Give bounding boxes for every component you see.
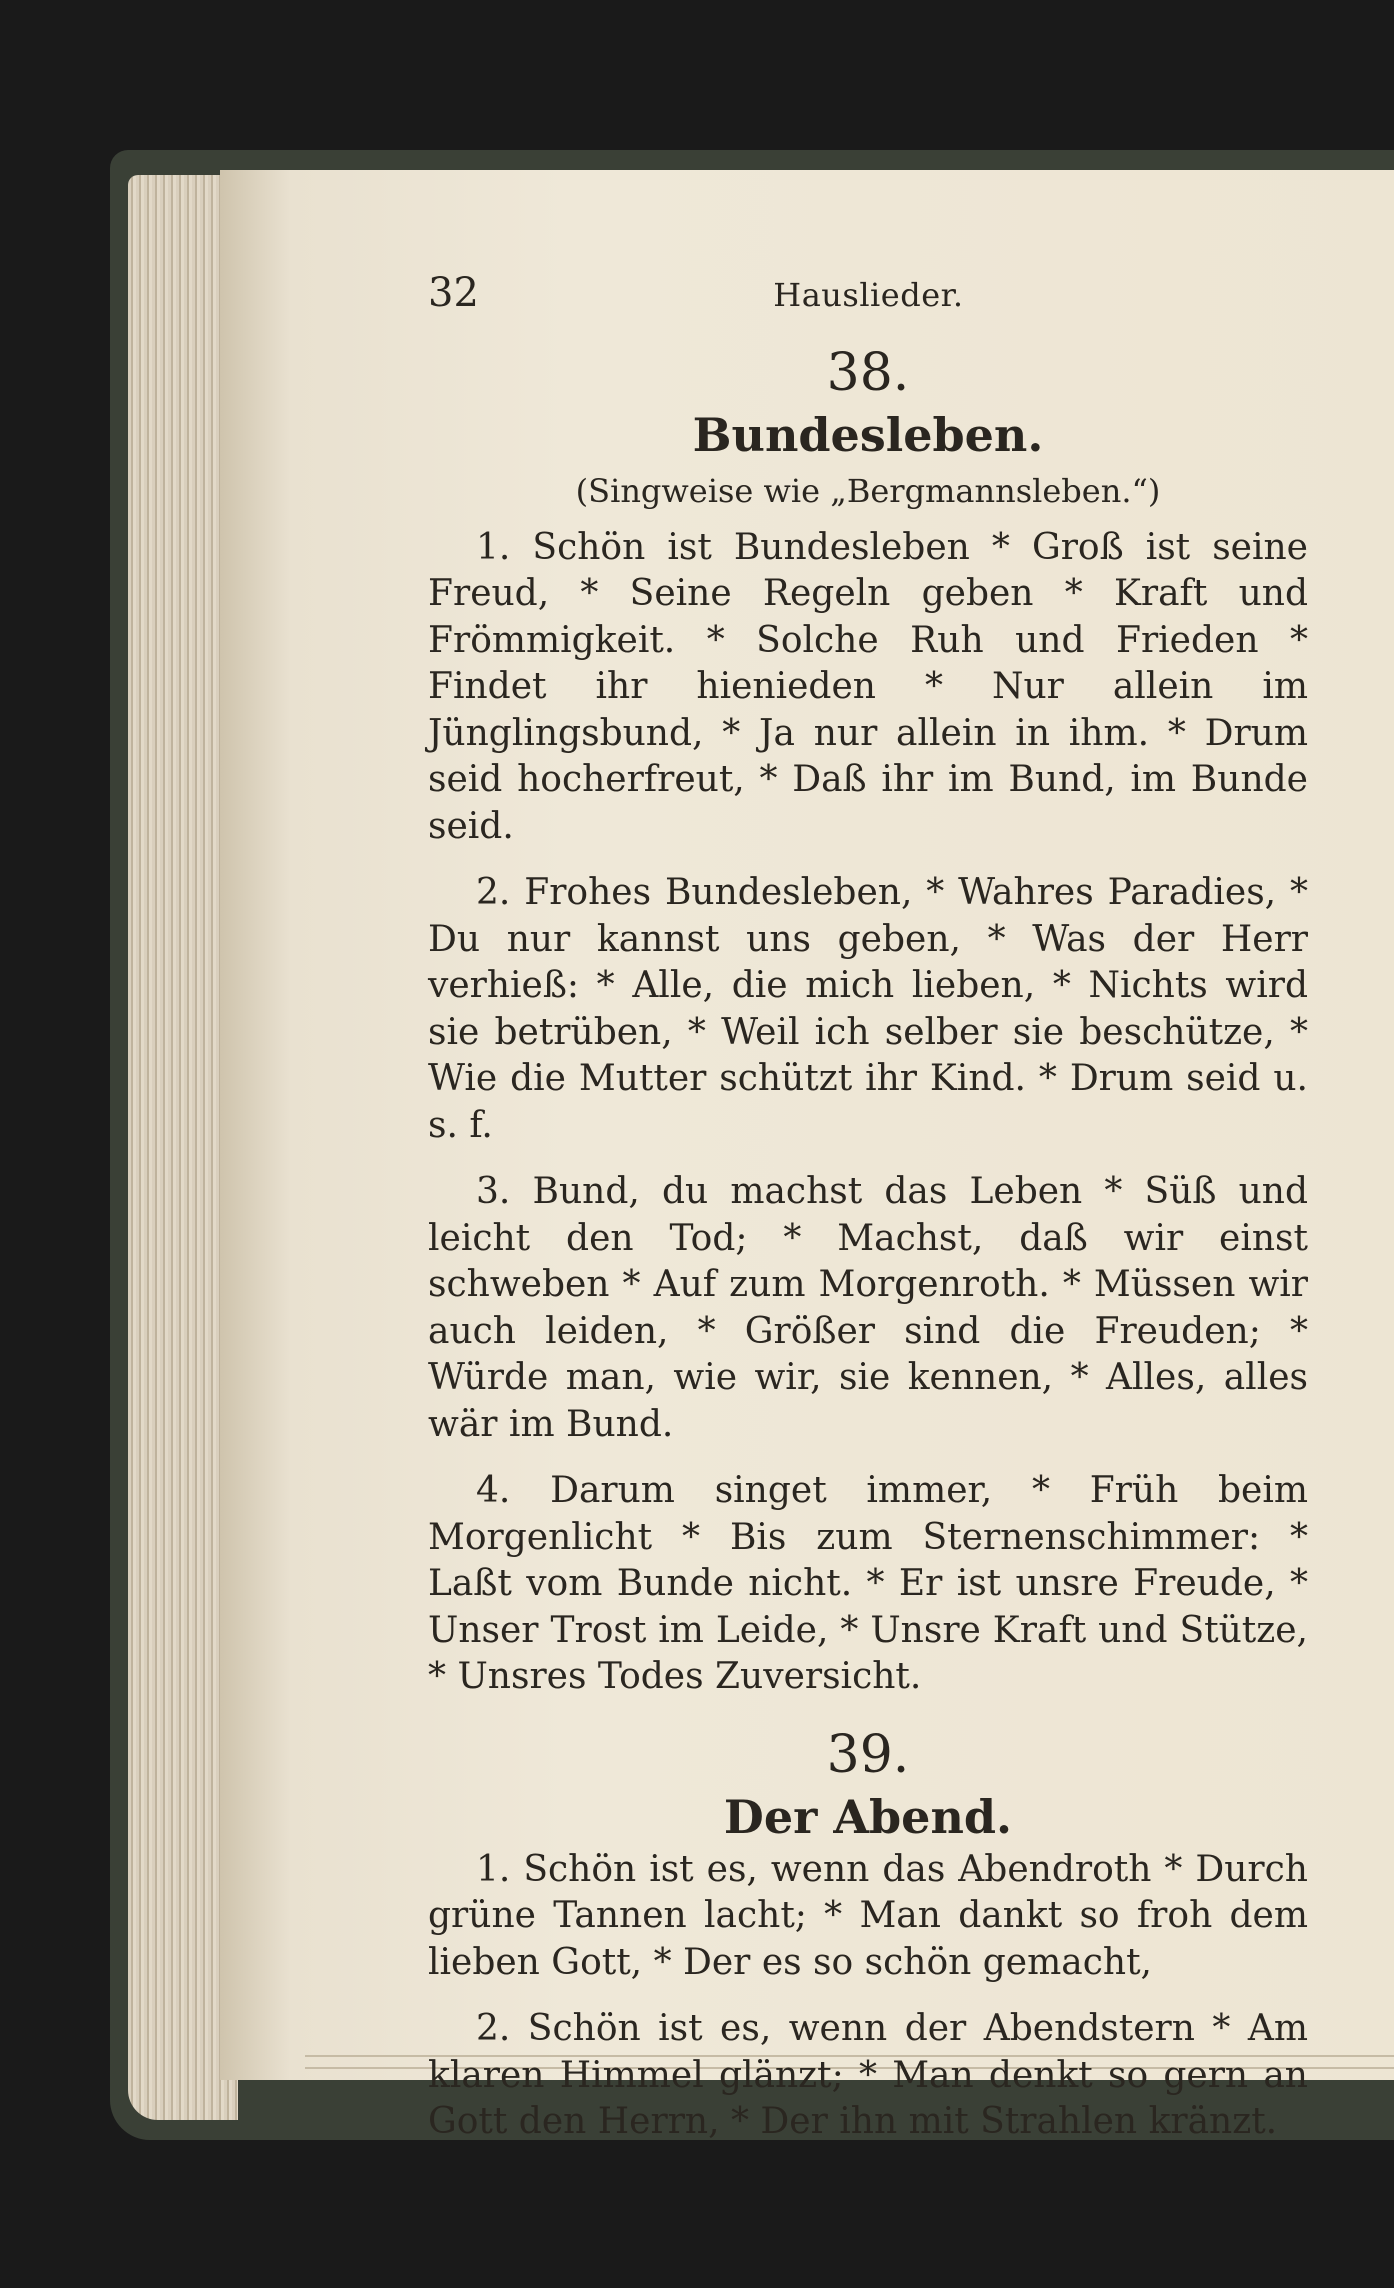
song-subtitle: (Singweise wie „Bergmannsleben.“) [575, 471, 1161, 510]
song-number: 39. [826, 1724, 910, 1785]
song-number: 38. [826, 342, 910, 403]
verse: 4. Darum singet immer, * Früh beim Morgenlicht * Bis zum Sternenschimmer: * Laßt vom Bunde nicht. * Er ist unsre Freude, * Unser Trost im Leide, * Unsre Kraft und Stütze, * Unsres Todes Zuversicht. [428, 1470, 1308, 1697]
verse: 2. Schön ist es, wenn der Abendstern * Am klaren Himmel glänzt; * Man denkt so gern an Gott den Herrn, * Der ihn mit Strahlen kränzt. [428, 2008, 1308, 2142]
page-number: 32 [428, 270, 479, 316]
verse: 1. Schön ist es, wenn das Abendroth * Durch grüne Tannen lacht; * Man dankt so froh dem lieben Gott, * Der es so schön gemacht, [428, 1848, 1308, 1983]
song-title: Der Abend. [723, 1789, 1013, 1844]
song-38 [428, 341, 1308, 1701]
verse: 1. Schön ist Bundesleben * Groß ist seine Freud, * Seine Regeln geben * Kraft und Frömmigkeit. * Solche Ruh und Frieden * Findet ihr hienieden * Nur allein im Jünglingsbund, * Ja nur allein in ihm. * Drum seid hocherfreut, * Daß ihr im Bund, im Bunde seid. [428, 526, 1308, 847]
page-text [428, 270, 1308, 2166]
verse: 2. Frohes Bundesleben, * Wahres Paradies, * Du nur kannst uns geben, * Was der Herr verhieß: * Alle, die mich lieben, * Nichts wird sie betrüben, * Weil ich selber sie beschütze, * Wie die Mutter schützt ihr Kind. * Drum seid u. s. f. [428, 872, 1308, 1146]
song-39 [428, 1723, 1308, 2146]
song-title: Bundesleben. [692, 407, 1044, 462]
verse: 3. Bund, du machst das Leben * Süß und leicht den Tod; * Machst, daß wir einst schweben * Auf zum Morgenroth. * Müssen wir auch leiden, * Größer sind die Freuden; * Würde man, wie wir, sie kennen, * Alles, alles wär im Bund. [428, 1171, 1308, 1445]
running-title: Hauslieder. [773, 276, 964, 314]
running-header [428, 270, 1308, 319]
